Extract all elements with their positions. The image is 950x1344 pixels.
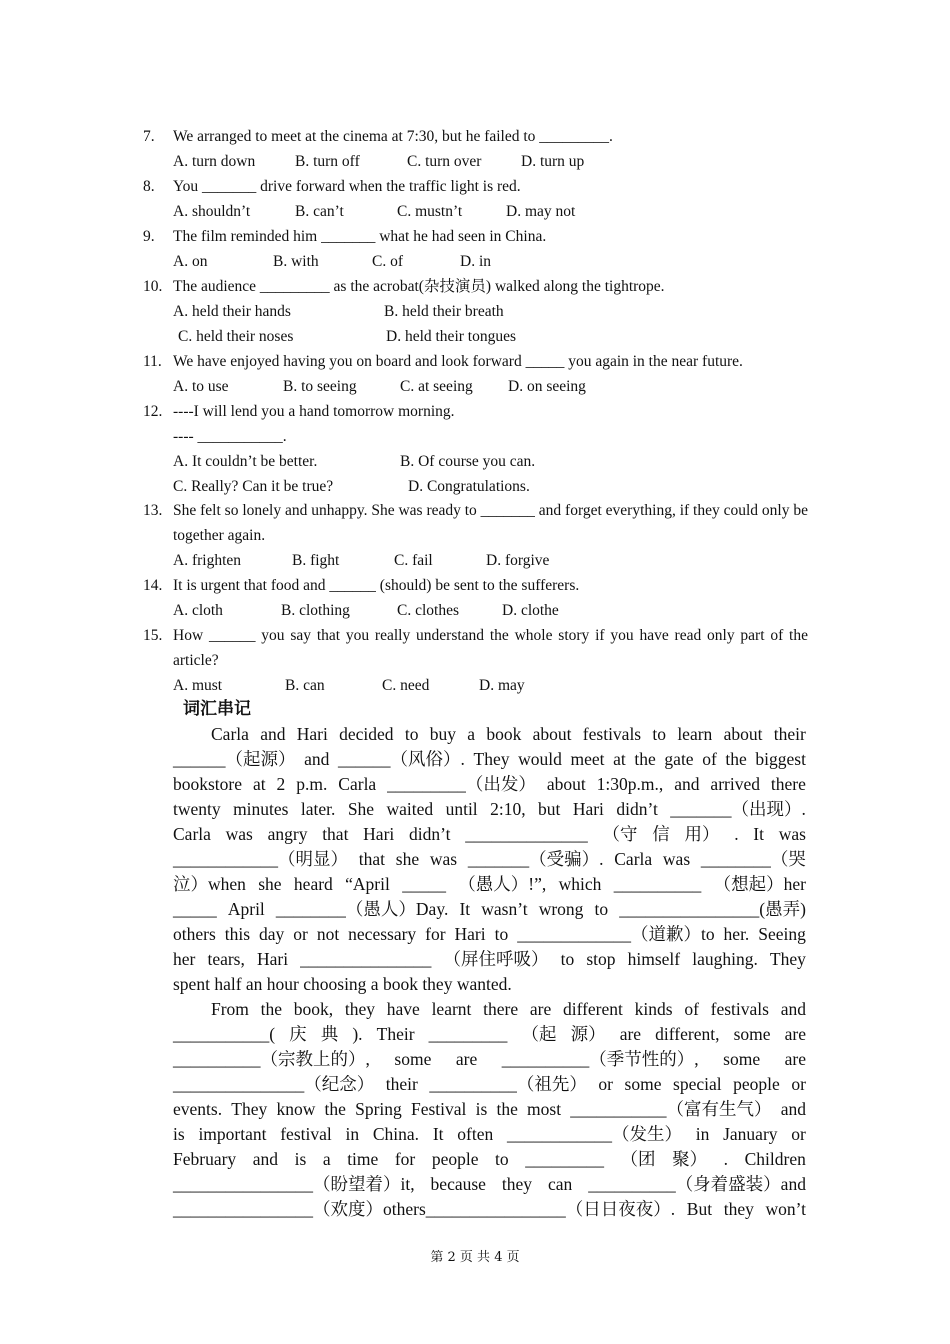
question-number: 8.	[143, 178, 155, 195]
passage-word: （守	[602, 824, 638, 844]
options-row	[173, 673, 808, 698]
passage-word: in	[695, 1124, 710, 1144]
passage-word: _______________（纪念）	[173, 1074, 375, 1094]
passage-line	[173, 1147, 806, 1172]
passage-word: _________	[428, 1024, 508, 1044]
passage-word: their	[773, 724, 806, 744]
passage-word: about	[723, 724, 763, 744]
section-title: 词汇串记	[183, 699, 251, 719]
passage-word: festivals	[710, 999, 769, 1019]
question-9	[143, 224, 808, 274]
passage-word: her	[173, 949, 196, 969]
passage-word: they	[344, 999, 376, 1019]
passage-word: January	[723, 1124, 778, 1144]
passage-word: laughing.	[692, 949, 758, 969]
passage-word: festivals	[582, 724, 642, 744]
passage-word: 1:30p.m.,	[596, 774, 664, 794]
passage-word: in	[345, 1124, 360, 1144]
question-12	[143, 399, 808, 499]
passage-word: later.	[300, 799, 336, 819]
passage-word: _______（出现）.	[670, 799, 806, 819]
passage-word: __________	[613, 874, 702, 894]
passage-word: to	[494, 924, 509, 944]
passage-word: for	[425, 924, 446, 944]
option-a[interactable]: A. on	[173, 253, 208, 270]
passage-word: ________________(愚弄)	[619, 899, 806, 919]
passage-word: to	[594, 899, 609, 919]
passage-word: festival	[280, 1124, 332, 1144]
passage-word: but	[538, 799, 561, 819]
question-8	[143, 174, 808, 224]
passage-word: for	[394, 1149, 416, 1169]
passage-word: meet	[570, 749, 605, 769]
passage-word: because	[430, 1174, 486, 1194]
passage-word: Children	[744, 1149, 806, 1169]
passage-word: important	[198, 1124, 267, 1144]
question-text: How ______ you say that you really understand the whole story if you have read only part of the article?	[173, 627, 808, 669]
passage-word: .	[734, 824, 739, 844]
passage-word: It	[432, 1124, 444, 1144]
passage-word: some	[733, 1024, 771, 1044]
passage-word: tears,	[207, 949, 245, 969]
passage-word: Hari	[454, 924, 486, 944]
passage-word: ___________(	[173, 1024, 276, 1044]
passage-line	[173, 772, 806, 797]
question-number: 13.	[143, 502, 163, 519]
passage-word: there	[483, 999, 519, 1019]
passage-word: ________（哭	[700, 849, 806, 869]
passage-word: Seeing	[758, 924, 806, 944]
passage-word: and	[252, 1149, 279, 1169]
question-7	[143, 124, 808, 174]
passage-word: She	[347, 799, 375, 819]
passage-word: February	[173, 1149, 237, 1169]
passage-word: that	[358, 849, 386, 869]
passage-word: and	[780, 1099, 806, 1119]
passage-word: wrong	[538, 899, 584, 919]
option-b[interactable]: B. clothing	[281, 602, 350, 619]
passage-line	[173, 747, 806, 772]
passage-word: was	[225, 824, 253, 844]
passage-word: Spring	[355, 1099, 402, 1119]
passage-word: or	[791, 1124, 806, 1144]
question-11	[143, 349, 808, 399]
passage-word: learn	[677, 724, 713, 744]
passage-word: “April	[345, 874, 390, 894]
option-c[interactable]: C. mustn’t	[397, 203, 463, 220]
options-row	[173, 474, 808, 499]
passage-line	[173, 872, 806, 897]
passage-word: are	[455, 1049, 478, 1069]
passage-word: was	[662, 849, 691, 869]
passage-word: to	[560, 949, 575, 969]
passage-word: ______（风俗）.	[338, 749, 465, 769]
passage-word: heard	[293, 874, 333, 894]
options-row	[173, 249, 808, 274]
passage-line	[173, 1022, 806, 1047]
options-row	[173, 548, 808, 573]
passage-word: kinds	[634, 999, 673, 1019]
passage-line	[173, 1172, 806, 1197]
passage-word: They	[231, 1099, 268, 1119]
passage-word: ____________（发生）	[506, 1124, 682, 1144]
passage-word: 典	[320, 1024, 339, 1044]
option-c[interactable]: C. of	[372, 253, 403, 270]
question-text: She felt so lonely and unhappy. She was ready to _______ and forget everything, if they could only be together again.	[173, 502, 808, 544]
passage-word: and	[260, 724, 286, 744]
passage-word: ______（起源）	[173, 749, 296, 769]
passage-word: didn’t	[409, 824, 451, 844]
question-number: 10.	[143, 278, 163, 295]
passage-word: different,	[655, 1024, 720, 1044]
passage-word: From	[211, 999, 249, 1019]
passage-word: which	[558, 874, 602, 894]
passage-word: _______（受骗）.	[467, 849, 604, 869]
passage-word: to	[652, 724, 667, 744]
question-10	[143, 274, 808, 349]
passage-word: day	[259, 924, 285, 944]
passage-word: book,	[293, 999, 334, 1019]
option-b[interactable]: B. can	[285, 677, 325, 694]
option-a[interactable]: A. frighten	[173, 552, 242, 569]
passage-word: _____	[402, 874, 446, 894]
question-number: 15.	[143, 627, 163, 644]
passage-word: at	[613, 749, 626, 769]
passage-word: _________（出发）	[387, 774, 536, 794]
passage-word: are	[784, 1024, 806, 1044]
passage-line	[173, 997, 806, 1022]
passage-line	[173, 1097, 806, 1122]
passage-word: would	[518, 749, 562, 769]
option-b[interactable]: B. turn off	[295, 153, 360, 170]
passage-word: 信	[652, 824, 670, 844]
question-number: 11.	[143, 353, 162, 370]
question-text: You _______ drive forward when the traffic light is red.	[173, 178, 521, 195]
options-row	[173, 374, 808, 399]
passage-word: to	[404, 724, 419, 744]
question-number: 9.	[143, 228, 155, 245]
passage-word: the	[725, 749, 747, 769]
options-row	[173, 449, 808, 474]
passage-word: and	[780, 999, 806, 1019]
passage-word: a	[467, 724, 476, 744]
option-b[interactable]: B. held their breath	[384, 303, 504, 320]
passage-word: not	[316, 924, 340, 944]
passage-word: they	[501, 1174, 533, 1194]
passage-word: is	[294, 1149, 307, 1169]
passage-word: about	[532, 724, 572, 744]
options-row	[173, 324, 808, 349]
option-c[interactable]: C. need	[382, 677, 430, 694]
passage-word: the	[324, 1099, 346, 1119]
passage-word: （想起）her	[713, 874, 806, 894]
passage-word: Hari	[572, 799, 604, 819]
passage-word: was	[429, 849, 458, 869]
passage-word: _______________	[300, 949, 432, 969]
passage-word: 庆	[289, 1024, 307, 1044]
passage-word: time	[347, 1149, 379, 1169]
passage-word: is	[475, 1099, 488, 1119]
passage-word: _________	[525, 1149, 604, 1169]
passage-word: arrived	[710, 774, 760, 794]
passage-word: p.m.	[296, 774, 328, 794]
passage-word: minutes	[233, 799, 289, 819]
passage-word: Carla	[211, 724, 249, 744]
passage-word: Carla	[173, 824, 211, 844]
passage-word: Festival	[410, 1099, 467, 1119]
option-c[interactable]: C. clothes	[397, 602, 459, 619]
option-d[interactable]: D. forgive	[486, 552, 550, 569]
option-c[interactable]: C. turn over	[407, 153, 482, 170]
question-text: It is urgent that food and ______ (should) be sent to the sufferers.	[173, 577, 580, 594]
option-a[interactable]: A. to use	[173, 378, 229, 395]
option-d[interactable]: D. clothe	[502, 602, 559, 619]
passage-word: until	[445, 799, 478, 819]
passage-line	[173, 847, 806, 872]
option-c[interactable]: C. Really? Can it be true?	[173, 478, 334, 495]
vocabulary-passage	[173, 722, 806, 1222]
passage-word: ).	[352, 1024, 363, 1044]
option-d[interactable]: D. may not	[506, 203, 576, 220]
option-d[interactable]: D. Congratulations.	[408, 478, 530, 495]
passage-word: special	[673, 1074, 722, 1094]
passage-word: didn’t	[616, 799, 658, 819]
passage-word: people	[733, 1074, 780, 1094]
passage-word: （屏住呼吸）	[443, 949, 549, 969]
passage-word: some	[723, 1049, 761, 1069]
passage-word: _____	[173, 899, 217, 919]
passage-word: of	[702, 749, 717, 769]
passage-word: 泣）when	[173, 874, 246, 894]
passage-line	[173, 972, 806, 997]
option-a[interactable]: A. It couldn’t be better.	[173, 453, 318, 470]
option-d[interactable]: D. in	[460, 253, 491, 270]
passage-word: It	[753, 824, 764, 844]
passage-line	[173, 1047, 806, 1072]
option-a[interactable]: A. must	[173, 677, 223, 694]
passage-word: biggest	[755, 749, 806, 769]
passage-line	[173, 1197, 806, 1222]
option-b[interactable]: B. fight	[292, 552, 340, 569]
options-row	[173, 149, 808, 174]
question-number: 14.	[143, 577, 163, 594]
passage-line	[173, 797, 806, 822]
passage-word: 2	[276, 774, 286, 794]
passage-word: Carla	[338, 774, 377, 794]
passage-word: a	[322, 1149, 331, 1169]
passage-word: necessary	[348, 924, 417, 944]
passage-word: ________________（盼望着）it,	[173, 1174, 415, 1194]
options-row	[173, 299, 808, 324]
options-row	[173, 199, 808, 224]
passage-word: _____________（道歉）to	[517, 924, 715, 944]
passage-word: people	[431, 1149, 479, 1169]
option-a[interactable]: A. cloth	[173, 602, 223, 619]
passage-word: book	[486, 724, 522, 744]
question-text: The audience _________ as the acrobat(杂技演员) walked along the tightrope.	[173, 278, 665, 295]
passage-word: often	[457, 1124, 494, 1144]
passage-word: gate	[664, 749, 694, 769]
passage-word: ________________（欢度）others________________（日日夜夜）.	[173, 1199, 676, 1219]
passage-word: ____________（明显）	[173, 849, 348, 869]
passage-word: is	[173, 1124, 185, 1144]
passage-word: she	[258, 874, 282, 894]
passage-word: angry	[267, 824, 308, 844]
question-14	[143, 573, 808, 623]
passage-word: But	[686, 1199, 713, 1219]
passage-word: have	[386, 999, 420, 1019]
option-d[interactable]: D. may	[479, 677, 525, 694]
dialog-line-1: ----I will lend you a hand tomorrow morning.	[173, 403, 455, 420]
passage-word: Hari	[363, 824, 395, 844]
option-b[interactable]: B. can’t	[295, 203, 344, 220]
option-b[interactable]: B. to seeing	[283, 378, 357, 395]
passage-word: __________（宗教上的）,	[173, 1049, 370, 1069]
option-a[interactable]: A. turn down	[173, 153, 256, 170]
passage-word: at	[252, 774, 266, 794]
option-a[interactable]: A. shouldn’t	[173, 203, 251, 220]
passage-word: （起	[521, 1024, 557, 1044]
passage-word: most	[527, 1099, 562, 1119]
option-a[interactable]: A. held their hands	[173, 303, 291, 320]
passage-word: the	[260, 999, 283, 1019]
passage-word: learnt	[431, 999, 472, 1019]
passage-word: 聚）	[672, 1149, 708, 1169]
passage-word: 用）	[684, 824, 720, 844]
passage-line	[173, 922, 806, 947]
passage-line	[173, 1072, 806, 1097]
passage-word: （愚人）!”,	[458, 874, 547, 894]
passage-word: or	[598, 1074, 613, 1094]
passage-word: ______________	[465, 824, 588, 844]
passage-word: 2:10,	[490, 799, 526, 819]
passage-word: she	[395, 849, 420, 869]
passage-line	[173, 722, 806, 747]
question-text: We arranged to meet at the cinema at 7:30, but he failed to _________.	[173, 128, 613, 145]
passage-word: They	[769, 949, 806, 969]
passage-word: ___________（富有生气）	[570, 1099, 772, 1119]
passage-word: to	[495, 1149, 509, 1169]
passage-word: waited	[386, 799, 434, 819]
passage-word: are	[784, 1049, 806, 1069]
passage-word: spent half an hour choosing a book they wanted.	[173, 974, 512, 994]
passage-word: events.	[173, 1099, 223, 1119]
passage-word: __________（季节性的）,	[501, 1049, 699, 1069]
question-number: 7.	[143, 128, 155, 145]
passage-word: this	[224, 924, 251, 944]
passage-word: decided	[339, 724, 394, 744]
passage-word: Their	[376, 1024, 415, 1044]
passage-word: April	[227, 899, 265, 919]
passage-word: or	[791, 1074, 806, 1094]
passage-word: Hari	[256, 949, 289, 969]
passage-word: or	[293, 924, 308, 944]
passage-word: the	[634, 749, 656, 769]
page-footer: 第 2 页 共 4 页	[430, 1250, 520, 1265]
question-13	[143, 498, 808, 573]
passage-word: buy	[429, 724, 456, 744]
passage-word: They	[473, 749, 510, 769]
passage-word: that	[322, 824, 349, 844]
option-d[interactable]: D. turn up	[521, 153, 585, 170]
passage-word: the	[496, 1099, 518, 1119]
question-15	[143, 623, 808, 698]
option-d[interactable]: D. held their tongues	[386, 328, 517, 345]
options-row	[173, 598, 808, 623]
question-text: We have enjoyed having you on board and look forward _____ you again in the near future.	[173, 353, 743, 370]
passage-word: Carla	[614, 849, 653, 869]
passage-word: won’t	[765, 1199, 806, 1219]
passage-word: and	[304, 749, 330, 769]
passage-word: .	[723, 1149, 729, 1169]
passage-word: and	[674, 774, 700, 794]
passage-word: can	[547, 1174, 573, 1194]
passage-word: wasn’t	[481, 899, 528, 919]
passage-word: some	[624, 1074, 662, 1094]
passage-word: Hari	[296, 724, 328, 744]
passage-word: others	[173, 924, 216, 944]
passage-word: there	[770, 774, 806, 794]
option-c[interactable]: C. held their noses	[178, 328, 294, 345]
option-b[interactable]: B. with	[273, 253, 319, 270]
passage-word: It	[459, 899, 471, 919]
passage-word: about	[546, 774, 586, 794]
passage-word: her.	[723, 924, 750, 944]
passage-word: __________（祖先）	[429, 1074, 587, 1094]
passage-word: himself	[627, 949, 681, 969]
question-text: The film reminded him _______ what he had seen in China.	[173, 228, 547, 245]
option-c[interactable]: C. at seeing	[400, 378, 473, 395]
passage-word: twenty	[173, 799, 221, 819]
passage-word: they	[723, 1199, 754, 1219]
passage-word: of	[684, 999, 699, 1019]
passage-word: are	[619, 1024, 642, 1044]
passage-word: know	[276, 1099, 316, 1119]
passage-word: their	[385, 1074, 418, 1094]
passage-word: bookstore	[173, 774, 243, 794]
passage-word: __________（身着盛装）and	[588, 1174, 806, 1194]
passage-word: was	[778, 824, 806, 844]
question-number: 12.	[143, 403, 163, 420]
passage-word: China.	[372, 1124, 420, 1144]
passage-word: are	[529, 999, 552, 1019]
option-c[interactable]: C. fail	[394, 552, 433, 569]
passage-word: some	[394, 1049, 432, 1069]
passage-line	[173, 822, 806, 847]
passage-word: 源）	[570, 1024, 606, 1044]
option-d[interactable]: D. on seeing	[508, 378, 586, 395]
passage-word: ________（愚人）Day.	[275, 899, 449, 919]
passage-word: （团	[620, 1149, 656, 1169]
passage-line	[173, 947, 806, 972]
passage-word: stop	[586, 949, 616, 969]
passage-line	[173, 897, 806, 922]
dialog-line-2: ---- ___________.	[173, 428, 287, 445]
passage-word: different	[562, 999, 623, 1019]
option-b[interactable]: B. Of course you can.	[400, 453, 536, 470]
passage-line	[173, 1122, 806, 1147]
